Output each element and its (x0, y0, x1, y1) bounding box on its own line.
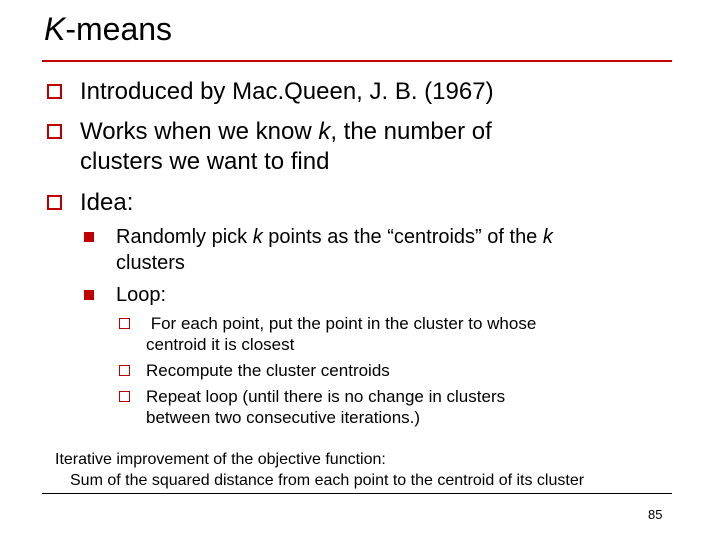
k-variable: k (252, 226, 263, 248)
title-rest: -means (65, 11, 173, 47)
hollow-square-bullet-icon (47, 124, 62, 139)
loop-step-text-continuation: between two consecutive iterations.) (146, 408, 421, 427)
loop-step-text: For each point, put the point in the cluster to whose (146, 314, 537, 333)
bullet-text: Introduced by Mac.Queen, J. B. (1967) (80, 78, 494, 105)
sub-bullet-text-continuation: clusters (116, 252, 185, 274)
filled-square-bullet-icon (84, 232, 94, 242)
hollow-square-bullet-icon (119, 365, 130, 376)
sub-bullet-text: Loop: (116, 284, 167, 306)
objective-note-line1: Iterative improvement of the objective function: (55, 451, 386, 468)
loop-step-text-continuation: centroid it is closest (146, 335, 295, 354)
sub-bullet-text-pre: Randomly pick (116, 226, 253, 248)
loop-step-text: Repeat loop (until there is no change in clusters (146, 387, 506, 406)
footer-divider (42, 493, 672, 494)
k-variable: k (542, 226, 553, 248)
bullet-text (80, 117, 492, 146)
sub-bullet-text-mid: points as the “centroids” of the (262, 226, 543, 248)
page-number: 85 (648, 507, 663, 522)
title-underline (42, 60, 672, 62)
bullet-text: Idea: (80, 189, 134, 216)
k-variable: k (318, 118, 331, 145)
hollow-square-bullet-icon (119, 391, 130, 402)
hollow-square-bullet-icon (47, 84, 62, 99)
objective-note-line2: Sum of the squared distance from each point to the centroid of its cluster (70, 472, 585, 489)
hollow-square-bullet-icon (119, 318, 130, 329)
bullet-text-pre: Works when we know (80, 118, 319, 145)
filled-square-bullet-icon (84, 290, 94, 300)
sub-bullet-text (116, 225, 553, 250)
bullet-text-post: , the number of (330, 118, 492, 145)
title-k: K (44, 11, 66, 47)
slide-title (44, 10, 172, 48)
bullet-text-continuation: clusters we want to find (80, 148, 330, 175)
loop-step-text: Recompute the cluster centroids (146, 361, 390, 380)
hollow-square-bullet-icon (47, 195, 62, 210)
